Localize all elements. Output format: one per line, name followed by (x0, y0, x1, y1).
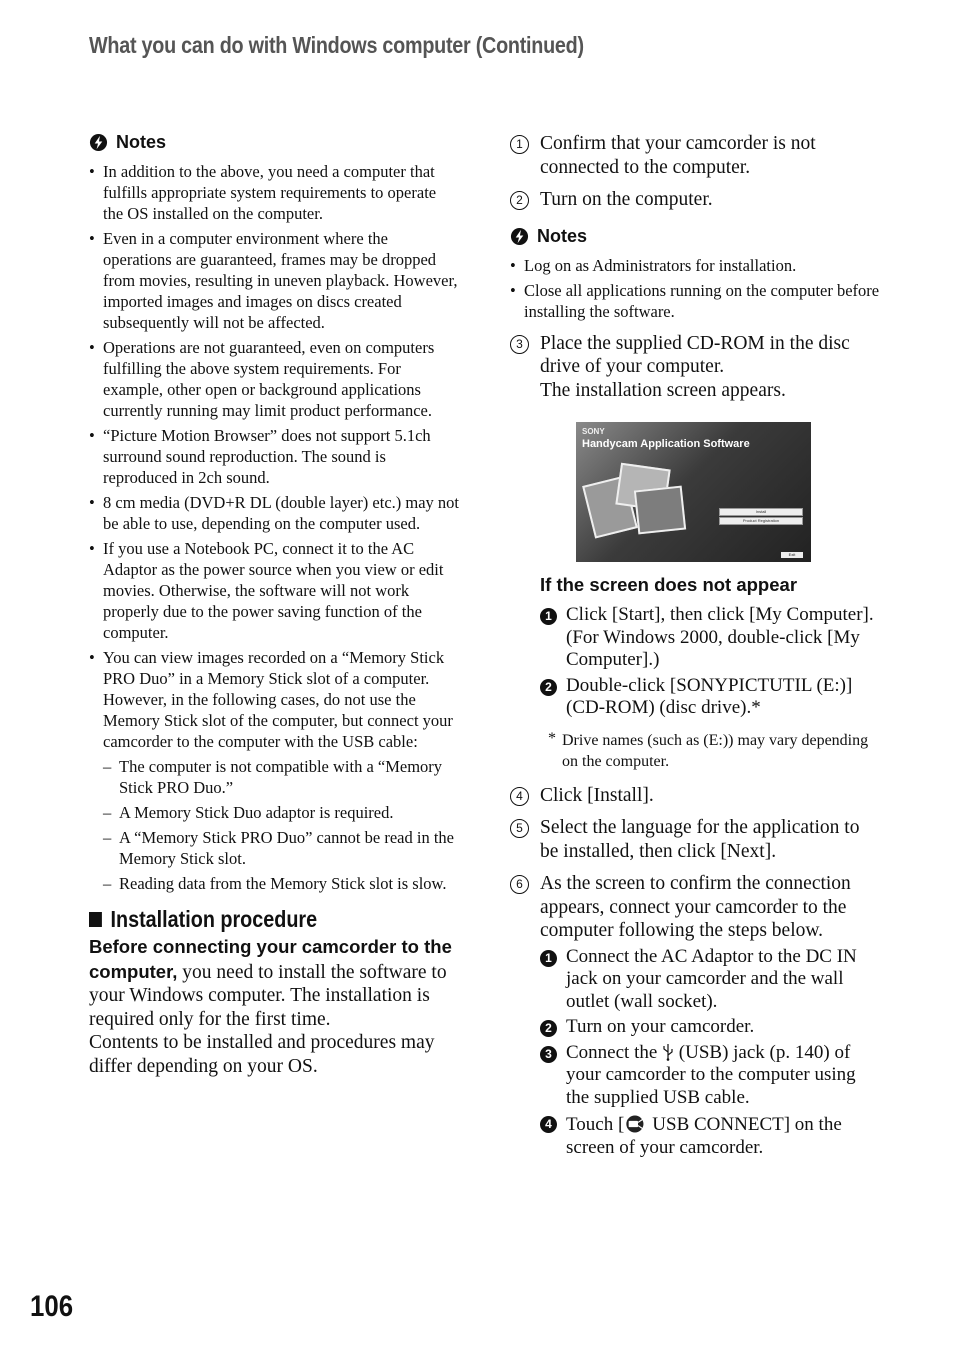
dash-item: – A “Memory Stick PRO Duo” cannot be read in the Memory Stick slot. (103, 827, 459, 869)
step-text: Select the language for the application to be installed, then click [Next]. (540, 817, 860, 862)
notes-title: Notes (116, 132, 167, 152)
installation-screenshot (576, 422, 811, 562)
step-text: Turn on the computer. (540, 189, 713, 210)
exit-button: Exit (781, 552, 803, 558)
dash-list (103, 756, 459, 894)
note-item: • “Picture Motion Browser” does not support 5.1ch surround sound reproduction. The sound is reproduced in 2ch sound. (89, 425, 459, 488)
note-item: • If you use a Notebook PC, connect it to the AC Adaptor as the power source when you view or edit movies. Otherwise, the software will not work properly due to the power saving function of the computer. (89, 538, 459, 643)
notes-list (89, 161, 459, 894)
usb-connect-icon (624, 1112, 652, 1136)
screenshot-title: Handycam Application Software (582, 438, 750, 450)
step-2 (510, 188, 882, 212)
note-item (89, 647, 459, 894)
step-text: Confirm that your camcorder is not connected to the computer. (540, 133, 816, 178)
no-screen-steps (540, 604, 882, 720)
step-number: 3 (510, 335, 529, 354)
intro-paragraph (89, 935, 459, 1031)
product-registration-button: Product Registration (719, 517, 803, 525)
no-screen-heading: If the screen does not appear (540, 574, 798, 595)
photo-thumbnail (634, 486, 686, 535)
note-item: • Even in a computer environment where the operations are guaranteed, frames may be dropped from movies, resulting in uneven playback. However, imported images and images on discs created subsequently will not be affected. (89, 228, 459, 333)
step-number: 4 (540, 1116, 557, 1133)
install-button: Install (719, 508, 803, 516)
step-number: 6 (510, 875, 529, 894)
step-number: 5 (510, 819, 529, 838)
page-header: What you can do with Windows computer (Continued) (89, 32, 584, 58)
step-number: 1 (540, 608, 557, 625)
notes-list-2 (510, 255, 882, 322)
right-column (510, 132, 882, 1162)
page-number: 106 (30, 1290, 74, 1323)
step-text-2: The installation screen appears. (540, 379, 786, 401)
note-item: • 8 cm media (DVD+R DL (double layer) etc.) may not be able to use, depending on the computer used. (89, 492, 459, 534)
note-item: • Log on as Administrators for installation. (510, 255, 882, 276)
step-text: Connect the AC Adaptor to the DC IN jack on your camcorder and the wall outlet (wall socket). (566, 945, 857, 1012)
step-text: Turn on your camcorder. (566, 1016, 755, 1037)
notes-icon (89, 133, 108, 152)
connect-step (540, 1112, 882, 1159)
sony-logo: SONY (582, 427, 605, 436)
connect-step (540, 946, 882, 1014)
notes-heading (89, 132, 459, 153)
step-number: 2 (540, 1020, 557, 1037)
intro-rest: you need to install the software to your Windows computer. The installation is required only for the first time. (89, 961, 447, 1030)
footnote-mark: * (548, 729, 556, 747)
step-text-post: USB CONNECT] on the screen of your camcorder. (566, 1114, 842, 1158)
connect-steps (540, 946, 882, 1160)
note-item: • In addition to the above, you need a computer that fulfills appropriate system requirements to operate the OS installed on the computer. (89, 161, 459, 224)
step-text: Click [Start], then click [My Computer]. (For Windows 2000, double-click [My Computer].) (566, 604, 874, 670)
notes-title: Notes (537, 225, 588, 246)
dash-item: – The computer is not compatible with a “Memory Stick PRO Duo.” (103, 756, 459, 798)
step-3 (510, 332, 882, 403)
connect-step (540, 1042, 882, 1110)
note-text: You can view images recorded on a “Memory Stick PRO Duo” in a Memory Stick slot of a computer. However, in the following cases, do not use the Memory Stick slot of the computer, but connect your camcorder to the computer with the USB cable: (103, 648, 453, 751)
dash-item: – Reading data from the Memory Stick slot is slow. (103, 873, 459, 894)
step-number: 4 (510, 787, 529, 806)
step-text: Click [Install]. (540, 784, 654, 806)
step-text-pre: Touch [ (566, 1114, 625, 1135)
connect-step (540, 1016, 882, 1039)
step-number: 1 (510, 135, 529, 154)
step-5 (510, 816, 882, 863)
notes-heading-2 (510, 226, 882, 247)
square-bullet-icon (89, 912, 102, 927)
no-screen-step (540, 604, 882, 672)
footnote-text: Drive names (such as (E:)) may vary depending on the computer. (562, 731, 869, 770)
left-column (89, 132, 459, 1078)
notes-icon (510, 227, 529, 246)
section-title: Installation procedure (110, 906, 318, 932)
step-4 (510, 784, 882, 808)
footnote (540, 730, 882, 772)
step-text: Double-click [SONYPICTUTIL (E:)] (CD-ROM) (disc drive).* (566, 674, 853, 718)
step-6 (510, 872, 882, 943)
step-text: As the screen to confirm the connection appears, connect your camcorder to the computer following the steps below. (540, 873, 851, 941)
step-1 (510, 132, 882, 179)
dash-item: – A Memory Stick Duo adaptor is required. (103, 802, 459, 823)
step-number: 3 (540, 1046, 557, 1063)
intro-bold: Before connecting your camcorder to the computer, (89, 936, 452, 982)
step-number: 1 (540, 950, 557, 967)
usb-icon (662, 1043, 674, 1061)
note-item: • Close all applications running on the computer before installing the software. (510, 280, 882, 322)
step-number: 2 (540, 679, 557, 696)
intro-paragraph-2: Contents to be installed and procedures may differ depending on your OS. (89, 1032, 435, 1077)
step-number: 2 (510, 191, 529, 210)
no-screen-step (540, 675, 882, 720)
step-text-post: (USB) jack (p. 140) of your camcorder to the computer using the supplied USB cable. (566, 1041, 856, 1108)
section-heading (89, 906, 407, 933)
note-item: • Operations are not guaranteed, even on computers fulfilling the above system requirements. For example, other open or background applications currently running may limit product performance. (89, 337, 459, 421)
step-text: Place the supplied CD-ROM in the disc drive of your computer. (540, 332, 850, 377)
step-text-pre: Connect the (566, 1041, 663, 1063)
